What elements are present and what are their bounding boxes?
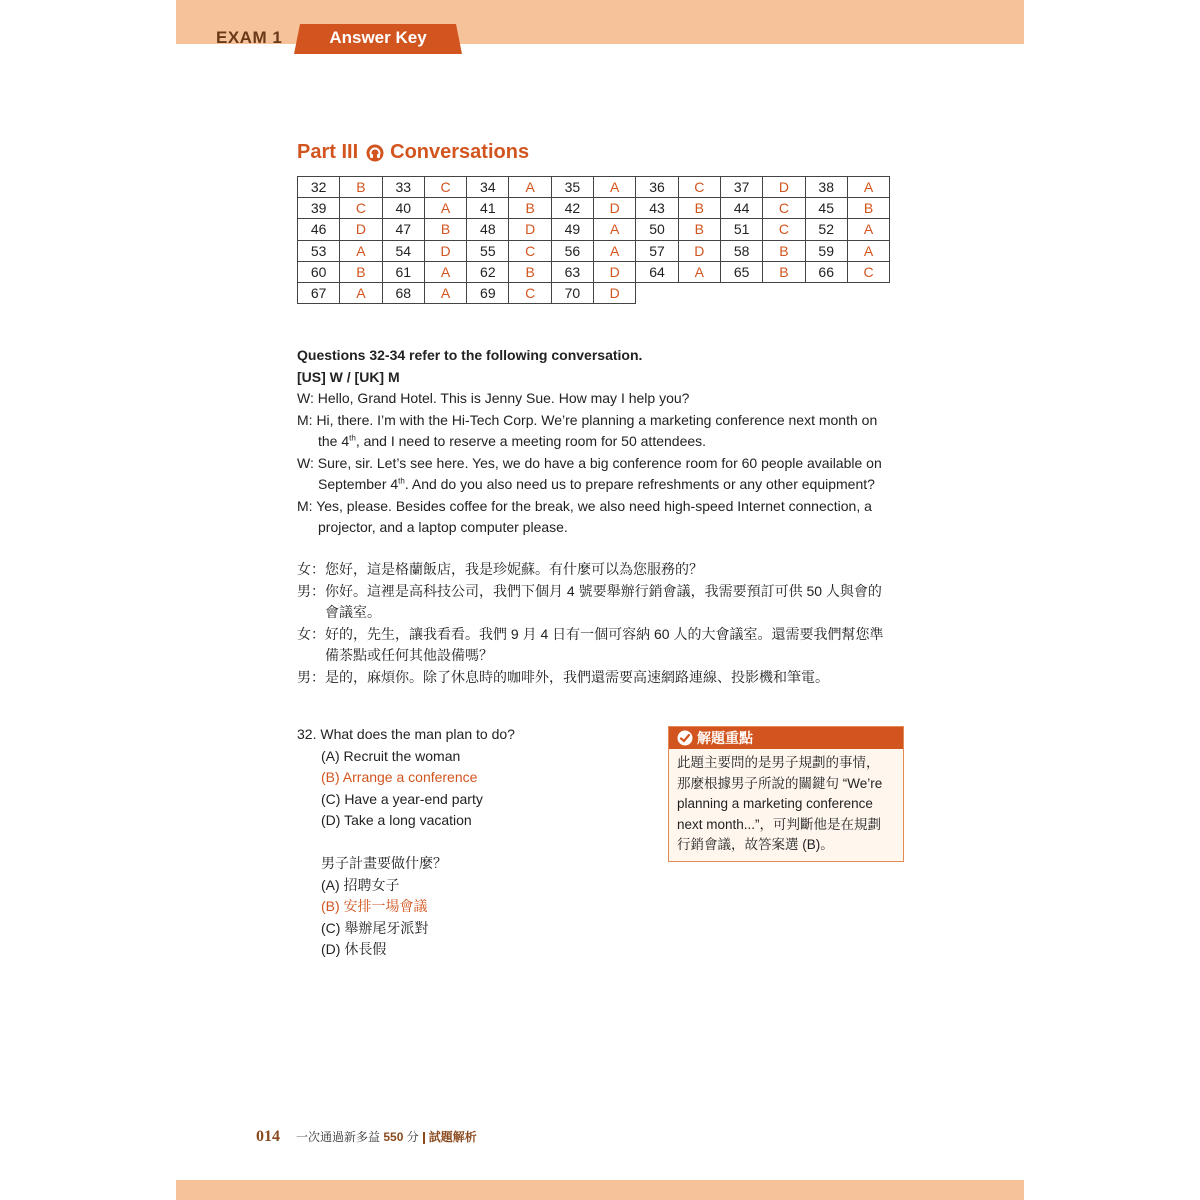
- answer-letter: B: [509, 261, 551, 282]
- answer-letter: A: [847, 219, 889, 240]
- question-number: 64: [636, 261, 678, 282]
- part-title: [297, 141, 529, 164]
- question-stem-zh: 男子計畫要做什麼？: [321, 855, 447, 871]
- answer-letter: D: [594, 261, 636, 282]
- answer-letter: A: [847, 240, 889, 261]
- question-number: 56: [551, 240, 593, 261]
- answer-letter: C: [678, 177, 720, 198]
- answer-letter: A: [594, 240, 636, 261]
- tip-line: 行銷會議，故答案選 (B)。: [677, 837, 834, 852]
- answer-letter: D: [424, 240, 466, 261]
- part-title-prefix: Part III: [297, 141, 359, 163]
- question-number: 40: [382, 198, 424, 219]
- part-title-main: Conversations: [390, 141, 530, 163]
- answer-letter: C: [340, 198, 382, 219]
- question-number: 55: [467, 240, 509, 261]
- answer-letter: A: [847, 177, 889, 198]
- answer-letter: A: [594, 177, 636, 198]
- answer-letter: C: [763, 198, 805, 219]
- question-number: 43: [636, 198, 678, 219]
- question-number: 39: [298, 198, 340, 219]
- question-number: 65: [720, 261, 762, 282]
- question-number: 52: [805, 219, 847, 240]
- conversation-block: [297, 345, 882, 539]
- answer-letter: B: [509, 198, 551, 219]
- question-number: 62: [467, 261, 509, 282]
- answer-letter: B: [847, 198, 889, 219]
- empty-cell: [763, 282, 805, 303]
- answer-letter: D: [594, 198, 636, 219]
- answer-key-tab: [294, 24, 462, 52]
- answer-letter: B: [678, 198, 720, 219]
- question-number: 70: [551, 282, 593, 303]
- answer-row: [298, 261, 890, 282]
- tip-line: planning a marketing conference: [677, 796, 873, 811]
- answer-letter: A: [340, 282, 382, 303]
- answer-letter: C: [763, 219, 805, 240]
- answer-row: [298, 198, 890, 219]
- question-number: 34: [467, 177, 509, 198]
- option-a: (A) Recruit the woman: [321, 747, 461, 764]
- answer-letter: B: [763, 261, 805, 282]
- answer-letter: B: [678, 219, 720, 240]
- book-title: 一次通過新多益 550 分 試題解析: [296, 1130, 477, 1144]
- answer-letter: D: [340, 219, 382, 240]
- question-number: 59: [805, 240, 847, 261]
- conversation-line: September 4th. And do you also need us to prepare refreshments or any other equipment?: [318, 476, 875, 492]
- answer-row: [298, 240, 890, 261]
- answer-letter: C: [509, 240, 551, 261]
- answer-letter: A: [594, 219, 636, 240]
- question-number: 68: [382, 282, 424, 303]
- answer-letter: B: [424, 219, 466, 240]
- question-number: 53: [298, 240, 340, 261]
- question-number: 46: [298, 219, 340, 240]
- tip-body: [669, 749, 903, 856]
- question-number: 35: [551, 177, 593, 198]
- tip-line: 那麼根據男子所說的關鍵句 “We’re: [677, 775, 883, 791]
- answer-letter: D: [594, 282, 636, 303]
- answer-row: [298, 282, 890, 303]
- option-c: (C) Have a year-end party: [321, 790, 483, 807]
- question-number: 37: [720, 177, 762, 198]
- conversation-line: M: Yes, please. Besides coffee for the break, we also need high-speed Internet connection, a: [297, 497, 872, 514]
- answer-letter: A: [340, 240, 382, 261]
- tip-title: 解題重點: [697, 730, 753, 746]
- question-number: 69: [467, 282, 509, 303]
- question-stem: 32. What does the man plan to do?: [297, 726, 515, 742]
- option-b-zh-correct: (B) 安排一場會議: [321, 898, 428, 914]
- exam-label: EXAM 1: [216, 28, 283, 47]
- question-number: 44: [720, 198, 762, 219]
- conversation-line: M: Hi, there. I’m with the Hi-Tech Corp. We’re planning a marketing conference next month on: [297, 411, 878, 428]
- empty-cell: [720, 282, 762, 303]
- tip-box: [668, 726, 904, 862]
- conversation-line: the 4th, and I need to reserve a meeting room for 50 attendees.: [318, 433, 707, 449]
- answer-row: [298, 177, 890, 198]
- option-c-zh: (C) 舉辦尾牙派對: [321, 919, 429, 936]
- question-number: 36: [636, 177, 678, 198]
- question-number: 32: [298, 177, 340, 198]
- question-number: 60: [298, 261, 340, 282]
- empty-cell: [847, 282, 889, 303]
- answer-letter: C: [509, 282, 551, 303]
- answer-row: [298, 219, 890, 240]
- translation-line: 女：好的，先生，讓我看看。我們 9 月 4 日有一個可容納 60 人的大會議室。還需要我們幫您準: [297, 625, 884, 642]
- translation-line: 男：你好。這裡是高科技公司，我們下個月 4 號要舉辦行銷會議，我需要預訂可供 50 人與會的: [297, 582, 882, 599]
- conversation-line: W: Sure, sir. Let’s see here. Yes, we do have a big conference room for 60 people available on: [297, 454, 882, 471]
- answer-letter: D: [509, 219, 551, 240]
- translation-block: [297, 559, 883, 688]
- answer-letter: D: [678, 240, 720, 261]
- option-a-zh: (A) 招聘女子: [321, 876, 400, 893]
- question-number: 42: [551, 198, 593, 219]
- question-number: 54: [382, 240, 424, 261]
- translation-line: 會議室。: [325, 604, 381, 620]
- conversation-heading: Questions 32-34 refer to the following conversation.: [297, 347, 643, 363]
- pencil-check-icon: [677, 730, 693, 746]
- question-number: 67: [298, 282, 340, 303]
- footer-band: [176, 1180, 1024, 1200]
- tip-line: next month...”，可判斷他是在規劃: [677, 816, 882, 832]
- question-32: [297, 724, 515, 961]
- question-number: 58: [720, 240, 762, 261]
- answer-letter: C: [424, 177, 466, 198]
- answer-letter: B: [763, 240, 805, 261]
- speaker-info: [US] W / [UK] M: [297, 368, 400, 385]
- conversation-line: W: Hello, Grand Hotel. This is Jenny Sue. How may I help you?: [297, 390, 690, 406]
- page: [176, 0, 1024, 1200]
- page-footer: [256, 1128, 477, 1146]
- question-number: 48: [467, 219, 509, 240]
- translation-line: 備茶點或任何其他設備嗎？: [325, 647, 493, 663]
- question-number: 41: [467, 198, 509, 219]
- option-b-correct: (B) Arrange a conference: [321, 769, 478, 785]
- question-number: 61: [382, 261, 424, 282]
- answer-letter: A: [424, 198, 466, 219]
- translation-line: 女：您好，這是格蘭飯店，我是珍妮蘇。有什麼可以為您服務的？: [297, 561, 703, 577]
- question-number: 45: [805, 198, 847, 219]
- answer-key-label: Answer Key: [329, 28, 427, 47]
- tip-header: [669, 727, 903, 749]
- answer-table: [297, 176, 890, 304]
- page-number: 014: [256, 1128, 280, 1145]
- question-number: 50: [636, 219, 678, 240]
- translation-line: 男：是的，麻煩你。除了休息時的咖啡外，我們還需要高速網路連線、投影機和筆電。: [297, 668, 829, 685]
- headphone-icon: [366, 144, 384, 162]
- question-number: 38: [805, 177, 847, 198]
- conversation-line: projector, and a laptop computer please.: [318, 519, 568, 535]
- question-number: 63: [551, 261, 593, 282]
- question-number: 51: [720, 219, 762, 240]
- question-number: 47: [382, 219, 424, 240]
- tip-line: 此題主要問的是男子規劃的事情，: [677, 755, 880, 770]
- empty-cell: [805, 282, 847, 303]
- question-number: 49: [551, 219, 593, 240]
- question-number: 33: [382, 177, 424, 198]
- answer-letter: A: [424, 261, 466, 282]
- question-number: 57: [636, 240, 678, 261]
- answer-letter: A: [424, 282, 466, 303]
- answer-letter: B: [340, 177, 382, 198]
- empty-cell: [636, 282, 678, 303]
- answer-letter: C: [847, 261, 889, 282]
- empty-cell: [678, 282, 720, 303]
- question-number: 66: [805, 261, 847, 282]
- answer-letter: A: [509, 177, 551, 198]
- answer-letter: B: [340, 261, 382, 282]
- answer-letter: A: [678, 261, 720, 282]
- answer-letter: D: [763, 177, 805, 198]
- option-d-zh: (D) 休長假: [321, 941, 387, 957]
- option-d: (D) Take a long vacation: [321, 812, 472, 828]
